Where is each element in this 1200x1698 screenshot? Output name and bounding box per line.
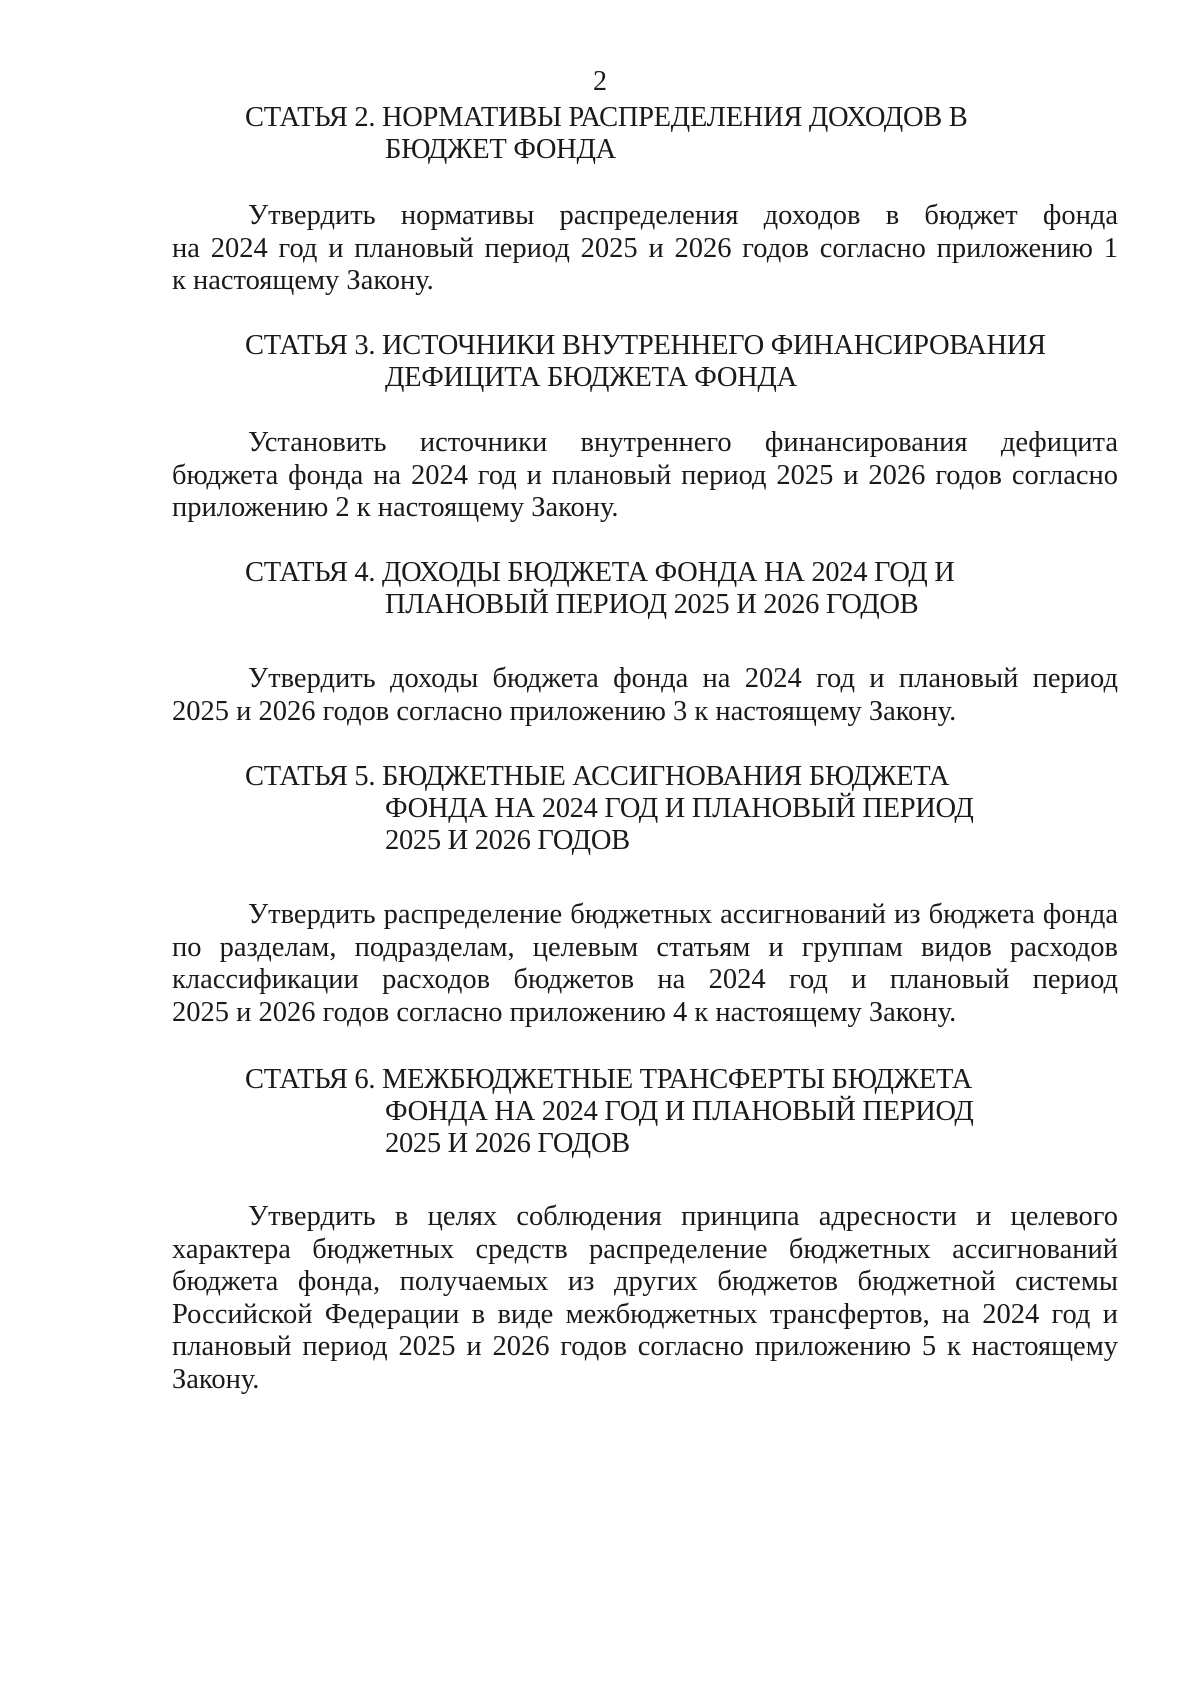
page-number: 2 — [593, 66, 607, 97]
article-3-heading — [245, 330, 1046, 394]
body-line: Российской Федерации в виде межбюджетных трансфертов, на 2024 год и — [172, 1298, 1118, 1330]
article-4-heading — [245, 557, 955, 621]
body-line: характера бюджетных средств распределение бюджетных ассигнований — [172, 1233, 1118, 1265]
heading-line: 2025 И 2026 ГОДОВ — [385, 1128, 630, 1159]
body-line: по разделам, подразделам, целевым статьям и группам видов расходов — [172, 931, 1118, 963]
article-2-heading — [245, 102, 967, 166]
body-line: бюджета фонда на 2024 год и плановый период 2025 и 2026 годов согласно — [172, 459, 1118, 491]
article-6-body — [172, 1201, 1118, 1396]
article-5-heading — [245, 761, 974, 857]
body-line: бюджета фонда, получаемых из других бюджетов бюджетной системы — [172, 1266, 1118, 1297]
body-line: 2025 и 2026 годов согласно приложению 4 к настоящему Закону. — [172, 996, 957, 1028]
article-4-body — [172, 663, 1118, 728]
heading-line: ФОНДА НА 2024 ГОД И ПЛАНОВЫЙ ПЕРИОД — [385, 793, 974, 824]
heading-line: ДЕФИЦИТА БЮДЖЕТА ФОНДА — [385, 362, 797, 393]
body-line: Установить источники внутреннего финансирования дефицита — [248, 427, 1118, 458]
heading-line: ФОНДА НА 2024 ГОД И ПЛАНОВЫЙ ПЕРИОД — [385, 1096, 974, 1127]
body-line: Утвердить распределение бюджетных ассигнований из бюджета фонда — [248, 899, 1118, 930]
body-line: 2025 и 2026 годов согласно приложению 3 к настоящему Закону. — [172, 695, 957, 727]
body-line: Утвердить в целях соблюдения принципа адресности и целевого — [248, 1201, 1118, 1232]
article-5-body — [172, 899, 1118, 1029]
body-line: на 2024 год и плановый период 2025 и 2026 годов согласно приложению 1 — [172, 232, 1118, 264]
heading-line: СТАТЬЯ 6. МЕЖБЮДЖЕТНЫЕ ТРАНСФЕРТЫ БЮДЖЕТА — [245, 1064, 973, 1095]
heading-line: БЮДЖЕТ ФОНДА — [385, 134, 616, 165]
heading-line: СТАТЬЯ 4. ДОХОДЫ БЮДЖЕТА ФОНДА НА 2024 ГОД И — [245, 557, 955, 588]
body-line: Утвердить нормативы распределения доходов в бюджет фонда — [248, 200, 1118, 231]
heading-line: СТАТЬЯ 5. БЮДЖЕТНЫЕ АССИГНОВАНИЯ БЮДЖЕТА — [245, 761, 950, 792]
heading-line: 2025 И 2026 ГОДОВ — [385, 825, 630, 856]
heading-line: ПЛАНОВЫЙ ПЕРИОД 2025 И 2026 ГОДОВ — [385, 589, 919, 620]
body-line: к настоящему Закону. — [172, 265, 434, 296]
article-2-body — [172, 200, 1118, 298]
heading-line: СТАТЬЯ 3. ИСТОЧНИКИ ВНУТРЕННЕГО ФИНАНСИРОВАНИЯ — [245, 330, 1046, 361]
heading-line: СТАТЬЯ 2. НОРМАТИВЫ РАСПРЕДЕЛЕНИЯ ДОХОДОВ В — [245, 102, 968, 133]
body-line: Закону. — [172, 1363, 260, 1395]
body-line: плановый период 2025 и 2026 годов согласно приложению 5 к настоящему — [172, 1331, 1118, 1362]
article-3-body — [172, 427, 1118, 525]
body-line: классификации расходов бюджетов на 2024 год и плановый период — [172, 964, 1118, 995]
article-6-heading — [245, 1064, 974, 1160]
body-line: Утвердить доходы бюджета фонда на 2024 год и плановый период — [248, 663, 1118, 694]
body-line: приложению 2 к настоящему Закону. — [172, 492, 619, 523]
